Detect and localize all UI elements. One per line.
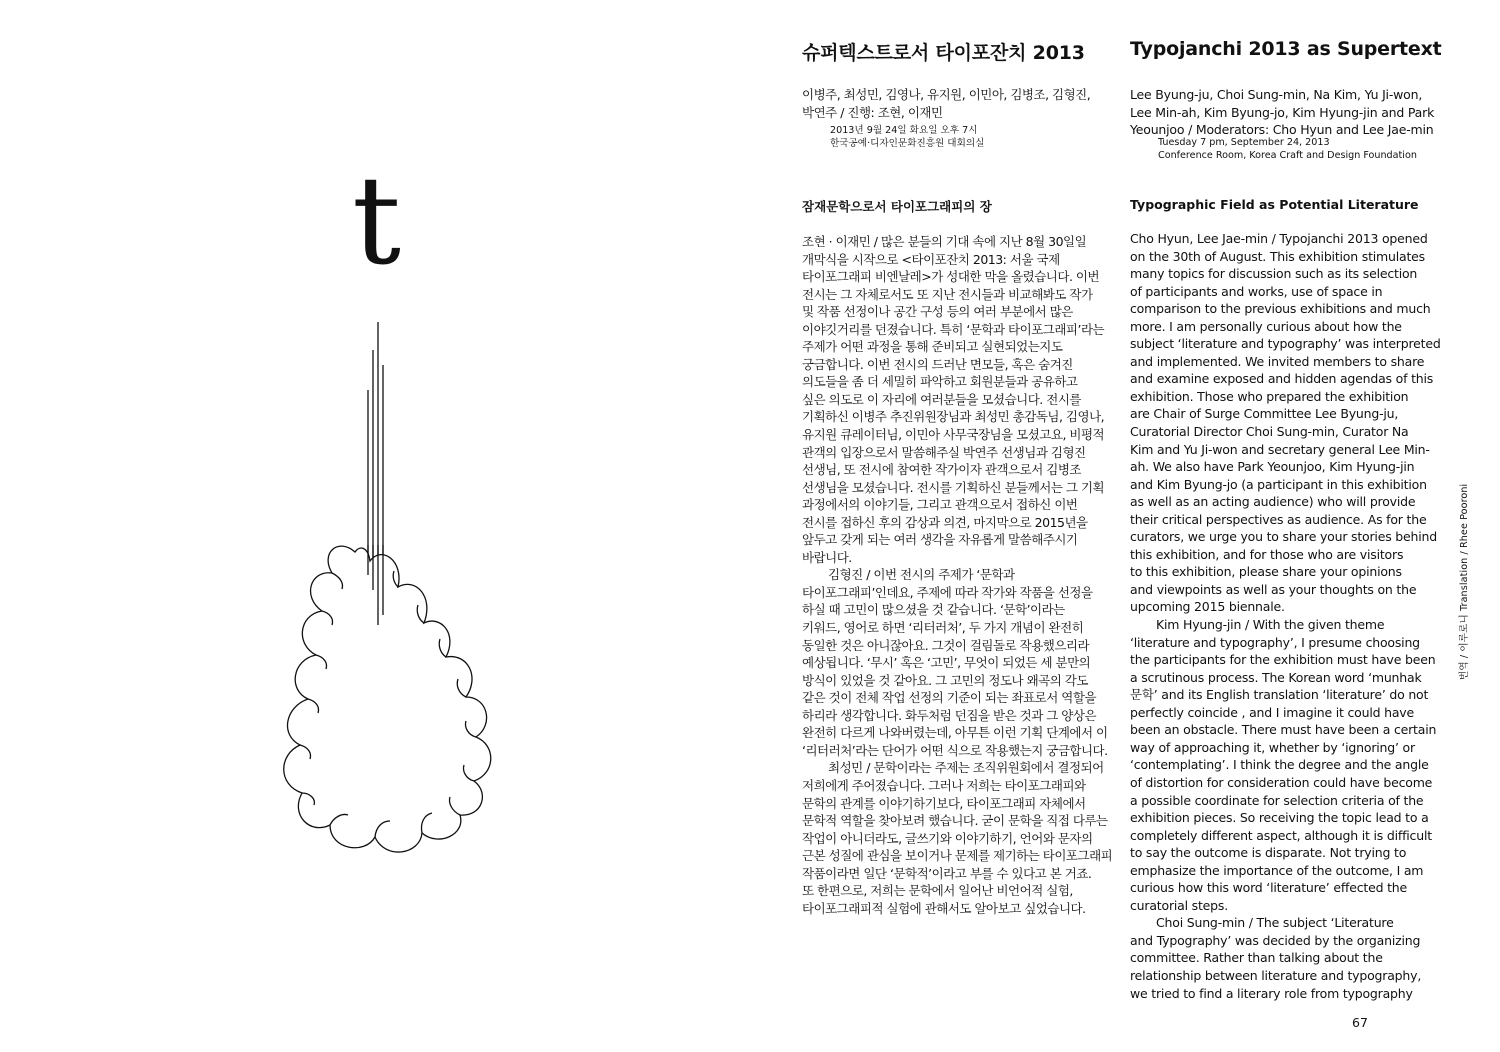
body-line: 바랍니다.: [802, 549, 852, 565]
body-line: 전시는 그 자체로서도 또 지난 전시들과 비교해봐도 작가: [802, 286, 1093, 302]
cloud-shape: [284, 546, 491, 852]
body-line: curators, we urge you to share your stories behind: [1130, 529, 1437, 545]
body-line: 동일한 것은 아니잖아요. 그것이 걸림돌로 작용했으리라: [802, 637, 1090, 653]
body-line: 조현 · 이재민 / 많은 분들의 기대 속에 지난 8월 30일일: [802, 234, 1087, 249]
body-line: 예상됩니다. ‘무시’ 혹은 ‘고민’, 무엇이 되었든 세 분만의: [802, 655, 1091, 671]
english-date: Tuesday 7 pm, September 24, 2013: [1158, 137, 1330, 148]
english-section-title: Typographic Field as Potential Literature: [1130, 197, 1419, 212]
body-line: comparison to the previous exhibitions and much: [1130, 301, 1431, 317]
body-line: and implemented. We invited members to share: [1130, 353, 1425, 369]
body-line: many topics for discussion such as its selection: [1130, 266, 1418, 282]
body-line: Cho Hyun, Lee Jae-min / Typojanchi 2013 opened: [1130, 231, 1428, 246]
body-line: ‘literature and typography’, I presume choosing: [1130, 634, 1420, 650]
body-line: a possible coordinate for selection criteria of the: [1130, 792, 1424, 808]
body-line: 근본 성질에 관심을 보이거나 문제를 제기하는 타이포그래피: [802, 848, 1113, 864]
body-line: and Kim Byung-jo (a participant in this exhibition: [1130, 476, 1427, 492]
body-line: 및 작품 선정이나 공간 구성 등의 여러 부분에서 많은: [802, 304, 1073, 320]
english-body: [1130, 230, 1462, 1002]
participants-line: Lee Byung-ju, Choi Sung-min, Na Kim, Yu Ji-won,: [1130, 87, 1423, 102]
body-line: emphasize the importance of the outcome, I am: [1130, 862, 1424, 878]
body-line: 저희에게 주어졌습니다. 그러나 저희는 타이포그래피와: [802, 777, 1086, 793]
body-line: Kim Hyung-jin / With the given theme: [1156, 617, 1385, 633]
body-line: ‘contemplating’. I think the degree and the angle: [1130, 757, 1429, 773]
body-line: 타이포그래피’인데요, 주제에 따라 작가와 작품을 선정을: [802, 584, 1093, 600]
cloud-illustration: [270, 315, 510, 915]
body-line: 선생님을 모셨습니다. 전시를 기획하신 분들께서는 그 기획: [802, 479, 1105, 495]
body-line: 문학적 역할을 찾아보려 했습니다. 굳이 문학을 직접 다루는: [802, 813, 1108, 829]
body-line: 궁금합니다. 이번 전시의 드러난 면모들, 혹은 숨겨진: [802, 356, 1073, 372]
body-line: 김형진 / 이번 전시의 주제가 ‘문학과: [828, 567, 1015, 583]
korean-date-venue: [830, 124, 984, 151]
body-line: 작업이 아니더라도, 글쓰기와 이야기하기, 언어와 문자의: [802, 830, 1093, 846]
artwork-letter-t: t: [352, 150, 402, 292]
body-line: as well as an acting audience) who will provide: [1130, 494, 1416, 510]
body-line: upcoming 2015 biennale.: [1130, 599, 1285, 615]
body-line: to this exhibition, please share your opinions: [1130, 564, 1402, 580]
korean-participants: [802, 86, 1102, 121]
body-line: 하실 때 고민이 많으셨을 것 같습니다. ‘문학’이라는: [802, 602, 1065, 618]
body-line: 방식이 있었을 것 같아요. 그 고민의 정도나 왜곡의 각도: [802, 672, 1088, 688]
participants-line: 이병주, 최성민, 김영나, 유지원, 이민아, 김병조, 김형진,: [802, 87, 1091, 102]
korean-section-title: 잠재문학으로서 타이포그래피의 장: [802, 199, 992, 214]
body-line: 문학의 관계를 이야기하기보다, 타이포그래피 자체에서: [802, 795, 1086, 811]
english-title: Typojanchi 2013 as Supertext: [1130, 38, 1442, 60]
body-line: committee. Rather than talking about the: [1130, 950, 1383, 966]
body-line: 주제가 어떤 과정을 통해 준비되고 실현되었는지도: [802, 339, 1063, 355]
body-line: 작품이라면 일단 ‘문학적’이라고 부를 수 있다고 본 거죠.: [802, 865, 1092, 881]
body-line: Kim and Yu Ji-won and secretary general Lee Min-: [1130, 441, 1430, 457]
body-line: we tried to find a literary role from typography: [1130, 985, 1413, 1001]
body-line: completely different aspect, although it is difficult: [1130, 827, 1432, 843]
body-line: the participants for the exhibition must have been: [1130, 652, 1436, 668]
body-line: ah. We also have Park Yeounjoo, Kim Hyung-jin: [1130, 459, 1415, 475]
body-line: and examine exposed and hidden agendas of this: [1130, 371, 1434, 387]
body-line: 관객의 입장으로서 말씀해주실 박연주 선생님과 김형진: [802, 444, 1086, 460]
body-line: relationship between literature and typography,: [1130, 967, 1422, 983]
body-line: 키워드, 영어로 하면 ‘리터러처’, 두 가지 개념이 완전히: [802, 620, 1084, 636]
body-line: 싶은 의도로 이 자리에 여러분들을 모셨습니다. 전시를: [802, 391, 1081, 407]
translation-credit: 번역 / 이루로니 Translation / Rhee Pooroni: [1459, 483, 1470, 680]
korean-venue: 한국공예·디자인문화진흥원 대회의실: [830, 138, 985, 150]
participants-line: Lee Min-ah, Kim Byung-jo, Kim Hyung-jin and Park: [1130, 104, 1435, 120]
english-date-venue: [1158, 136, 1417, 163]
body-line: 하리라 생각합니다. 화두처럼 던짐을 받은 것과 그 양상은: [802, 707, 1097, 723]
participants-line: Yeounjoo / Moderators: Cho Hyun and Lee Jae-min: [1130, 122, 1434, 138]
body-line: a scrutinous process. The Korean word ‘munhak: [1130, 669, 1422, 685]
body-line: this exhibition, and for those who are visitors: [1130, 546, 1404, 562]
body-line: on the 30th of August. This exhibition stimulates: [1130, 248, 1425, 264]
body-line: exhibition. Those who prepared the exhibition: [1130, 388, 1409, 404]
body-line: 앞두고 갖게 되는 여러 생각을 자유롭게 말씀해주시기: [802, 532, 1078, 548]
korean-title: 슈퍼텍스트로서 타이포잔치 2013: [802, 42, 1085, 64]
body-line: 같은 것이 전체 작업 선정의 기준이 되는 좌표로서 역할을: [802, 690, 1097, 706]
body-line: ‘리터러처’라는 단어가 어떤 식으로 작용했는지 궁금합니다.: [802, 742, 1108, 758]
body-line: Choi Sung-min / The subject ‘Literature: [1156, 915, 1394, 931]
body-line: been an obstacle. There must have been a certain: [1130, 722, 1437, 738]
body-line: curatorial steps.: [1130, 897, 1228, 913]
body-line: 또 한편으로, 저희는 문학에서 일어난 비언어적 실험,: [802, 883, 1073, 899]
body-line: 타이포그래피 비엔날레>가 성대한 막을 올렸습니다. 이번: [802, 269, 1100, 285]
body-line: of participants and works, use of space in: [1130, 283, 1383, 299]
body-line: 과정에서의 이야기들, 그리고 관객으로서 접하신 이번: [802, 497, 1078, 513]
english-participants: [1130, 86, 1460, 139]
page-number: 67: [1352, 1015, 1368, 1030]
body-line: and Typography’ was decided by the organizing: [1130, 932, 1421, 948]
body-line: more. I am personally curious about how the: [1130, 318, 1402, 334]
body-line: 기획하신 이병주 추진위원장님과 최성민 총감독님, 김영나,: [802, 409, 1105, 425]
body-line: 개막식을 시작으로 <타이포잔치 2013: 서울 국제: [802, 251, 1060, 267]
body-line: exhibition pieces. So receiving the topic lead to a: [1130, 810, 1429, 826]
body-line: subject ‘literature and typography’ was interpreted: [1130, 336, 1441, 352]
body-line: way of approaching it, whether by ‘ignoring’ or: [1130, 739, 1415, 755]
body-line: Curatorial Director Choi Sung-min, Curator Na: [1130, 424, 1409, 440]
body-line: 의도들을 좀 더 세밀히 파악하고 회원분들과 공유하고: [802, 374, 1078, 390]
korean-body: [802, 233, 1118, 917]
body-line: of distortion for consideration could have become: [1130, 774, 1433, 790]
body-line: 이야깃거리를 던졌습니다. 특히 ‘문학과 타이포그래피’라는: [802, 321, 1105, 337]
body-line: to say the outcome is disparate. Not trying to: [1130, 845, 1407, 861]
body-line: perfectly coincide , and I imagine it could have: [1130, 704, 1414, 720]
body-line: and viewpoints as well as your thoughts on the: [1130, 581, 1417, 597]
body-line: are Chair of Surge Committee Lee Byung-ju,: [1130, 406, 1399, 422]
body-line: 유지원 큐레이터님, 이민아 사무국장님을 모셨고요, 비평적: [802, 427, 1105, 443]
participants-line: 박연주 / 진행: 조현, 이재민: [802, 104, 943, 120]
body-line: 완전히 다르게 나와버렸는데, 아무튼 이런 기획 단계에서 이: [802, 725, 1108, 741]
body-line: curious how this word ‘literature’ effected the: [1130, 880, 1408, 896]
korean-date: 2013년 9월 24일 화요일 오후 7시: [830, 125, 978, 136]
body-line: 선생님, 또 전시에 참여한 작가이자 관객으로서 김병조: [802, 462, 1081, 478]
body-line: 전시를 접하신 후의 감상과 의견, 마지막으로 2015년을: [802, 514, 1088, 530]
body-line: 문학’ and its English translation ‘literature’ do not: [1130, 687, 1429, 703]
body-line: 최성민 / 문학이라는 주제는 조직위원회에서 결정되어: [828, 760, 1104, 776]
body-line: 타이포그래피적 실험에 관해서도 알아보고 싶었습니다.: [802, 900, 1086, 916]
english-venue: Conference Room, Korea Craft and Design Foundation: [1158, 150, 1417, 162]
body-line: their critical perspectives as audience. As for the: [1130, 511, 1427, 527]
